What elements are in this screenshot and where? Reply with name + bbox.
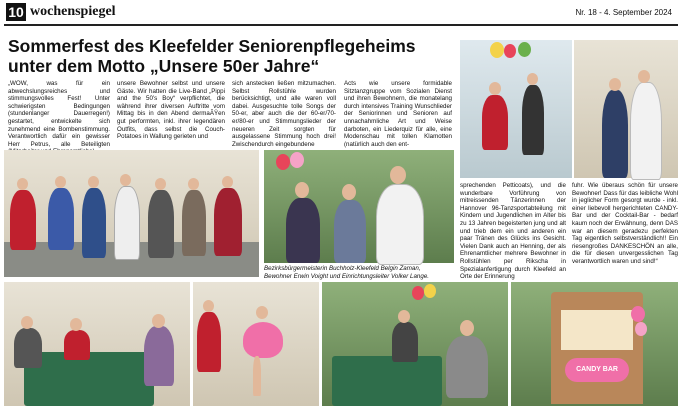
page-number: 10 [6, 3, 26, 21]
article-column-6: fuhr. Wie überaus schön für unsere Bewohner! Dass für das leibliche Wohl in jeglicher Form gesorgt wurde - inkl. einer liebevoll hergerichteten CANDY-Bar und der Cocktail-Bar - bedarf kaum noch der Erwähnung, denn DAS war an diesem geradezu perfekten Tag eigentlich selbstverständlich!! Ein riesengroßes DANKESCHÖN an alle, die für diesen unvergesslichen Tag verantwortlich waren und sind!“ [572, 182, 678, 265]
photo-residents-dancing [574, 40, 678, 178]
article-column-5: sprechenden Petticoats), und die wunderbare Vorführung von mitreissenden Tänzerinnen der Hannover 96-Tanzsportabteilung mit Kindern und Jugendlichen im Alter bis zu 13 Jahren begeisterten jung und alt und trieb dem ein und anderen ein paar Tränen des Glücks ins Gesicht. Vielen Dank auch an Henning, der als Ehrenamtlicher mehrere Bewohner in Rollstühlen per Rikscha in Spezialanfertigung durch Kleefeld an Orte der Erinnerung [460, 182, 566, 281]
photo-band-performance [460, 40, 572, 178]
header-rule [4, 24, 678, 26]
headline-line-1: Sommerfest des Kleefelder Seniorenpflegeheims [8, 36, 416, 56]
caption-line-1: Bezirksbürgermeisterin Buchholz-Kleefeld Belgin Zaman, [264, 265, 421, 272]
article-headline [8, 36, 456, 76]
photo-candy-bar [511, 282, 678, 406]
article-column-1: „WOW, was für ein abwechslungsreiches und stimmungsvolles Fest! Unter schwierigsten Bedingungen (stundenlanger Dauerregen!) gestartet, entwickelte sich zunehmend eine Bombenstimmung. Verantwortlich dafür ein gewisser Herr Petrus, alle Beteiligten [8, 80, 110, 148]
headline-line-2: unter dem Motto „Unsere 50er Jahre“ [8, 56, 320, 76]
photo-caption [264, 265, 454, 280]
photo-residents-at-table [4, 282, 190, 406]
candy-bar-sign: CANDY BAR [565, 358, 629, 382]
photo-dancer-in-pink [193, 282, 319, 406]
issue-date: Nr. 18 - 4. September 2024 [575, 8, 672, 17]
caption-line-2: Bewohner Erwin Voight und Einrichtungsleiter Volker Lange. [264, 272, 429, 280]
photo-garden-party [322, 282, 508, 406]
masthead: wochenspiegel [30, 4, 116, 19]
article-column-4: Acts wie unsere formidable Sitztanzgruppe vom Sozialen Dienst und ihren Bewohnern, die monatelang durch intensives Training Wunschlieder der Seniorinnen und Senioren auf unnachahmliche Art und Weise darboten, ein Liederquiz für alle, eine Modenschau mit tollen Klamotten (natürlich auch den ent- [344, 80, 452, 148]
article-column-2: unsere Bewohner selbst und unsere Gäste. Wir hatten die Live-Band „Pippi and the 50’s Boy“ verpflichtet, die während ihrer diversen Auftritte vom Mittag bis in den Abend dermaÃŸen gut performten, inkl. ihrer legendären Outfits, dass selbst die Couch-Potatoes in Wallung gerieten und [117, 80, 225, 141]
article-column-3: sich anstecken ließen mitzumachen. Selbst Rollstühle wurden berücksichtigt, und alle waren voll dabei. Ausgesuchte tolle Songs der 50-er, aber auch die der 60-er/70-er/80-er und Stimmungslieder der neueren Zeit sorgten für ausgelassene Stimmung hoch drei! Zwischendurch eingebundene [232, 80, 336, 148]
photo-fashion-show-group [4, 150, 259, 277]
photo-mayor-resident-director [264, 150, 454, 263]
